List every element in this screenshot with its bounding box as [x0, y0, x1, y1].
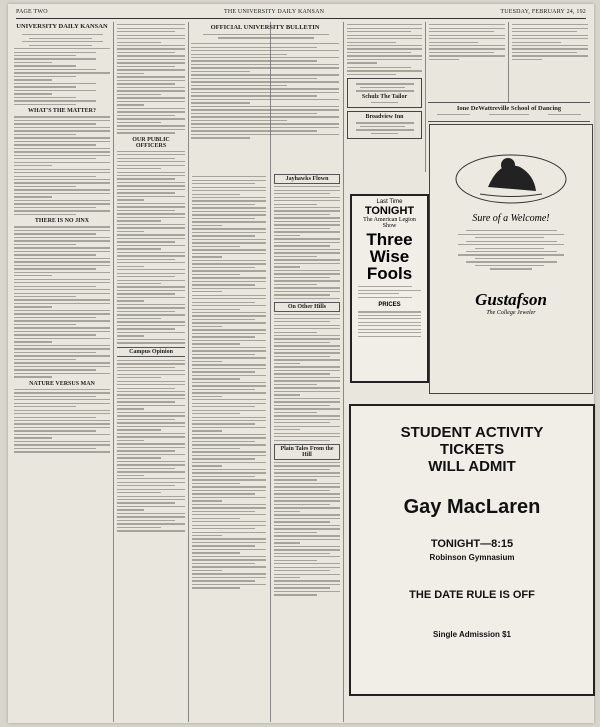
student-activity-ad: [349, 404, 595, 696]
last-time-text: Last Time: [376, 199, 403, 205]
tonight-text: TONIGHT: [364, 205, 415, 217]
column-five-top: [347, 22, 422, 139]
jeweler-tagline: The College Jeweler: [486, 309, 536, 316]
page-number: PAGE TWO: [16, 9, 48, 15]
section-heading: Campus Opinion: [129, 348, 173, 355]
ad-headline-line: WILL ADMIT: [428, 458, 516, 475]
performance-venue: Robinson Gymnasium: [429, 553, 515, 562]
performer-name: Gay MacLaren: [403, 496, 541, 518]
issue-date: TUESDAY, FEBRUARY 24, 192: [500, 9, 586, 15]
column-divider: [113, 22, 114, 722]
gustafson-logo: Gustafson: [475, 289, 547, 309]
page-header: [16, 7, 586, 17]
prices-label: PRICES: [378, 302, 401, 309]
column-seven-top: [512, 22, 588, 62]
column-editorial: [14, 22, 110, 455]
broadview-name: Broadview Inn: [365, 114, 404, 121]
column-divider: [343, 22, 344, 722]
admission-price: Single Admission $1: [433, 630, 511, 639]
dancing-ad: [428, 102, 590, 122]
column-three: [192, 174, 266, 591]
section-heading: On Other Hills: [287, 303, 327, 310]
lady-illustration-icon: [430, 139, 592, 209]
welcome-heading: Sure of a Welcome!: [472, 213, 550, 224]
dancing-name: Ione DeWattreville School of Dancing: [456, 105, 562, 112]
schulz-name: Schulz The Tailor: [361, 93, 408, 100]
column-divider: [425, 22, 426, 172]
jeweler-ad: [429, 124, 593, 394]
three-wise-fools-ad: [350, 194, 429, 383]
editorial-heading: NATURE VERSUS MAN: [29, 380, 95, 387]
column-two: [117, 22, 185, 534]
editorial-heading: THERE IS NO JINX: [34, 218, 90, 225]
presenter-text: The American Legion Show: [363, 217, 416, 229]
show-title-line: Wise: [369, 247, 410, 266]
column-six-top: [429, 22, 505, 62]
masthead-title: UNIVERSITY DAILY KANSAN: [16, 23, 108, 30]
date-rule-notice: THE DATE RULE IS OFF: [409, 589, 535, 601]
official-bulletin: [191, 22, 339, 172]
show-title-line: Three: [366, 230, 413, 249]
editorial-heading: WHAT'S THE MATTER?: [27, 108, 96, 115]
show-title-line: Fools: [366, 264, 413, 283]
bulletin-title: OFFICIAL UNIVERSITY BULLETIN: [210, 24, 320, 31]
performance-time: TONIGHT—8:15: [430, 538, 514, 550]
section-heading: Jayhawks Flown: [285, 176, 329, 182]
column-divider: [188, 22, 189, 722]
header-rule: [16, 18, 586, 19]
ad-headline-line: TICKETS: [439, 441, 505, 458]
ad-headline-line: STUDENT ACTIVITY: [400, 424, 544, 441]
broadview-ad: [347, 111, 422, 139]
section-heading: Plain Tales From the Hill: [280, 445, 334, 458]
newspaper-name: THE UNIVERSITY DAILY KANSAN: [223, 9, 325, 15]
column-four: [274, 174, 340, 598]
schulz-ad: [347, 78, 422, 108]
newspaper-page: [8, 4, 594, 723]
column-divider: [508, 22, 509, 102]
section-heading: OUR PUBLIC OFFICERS: [132, 136, 170, 149]
